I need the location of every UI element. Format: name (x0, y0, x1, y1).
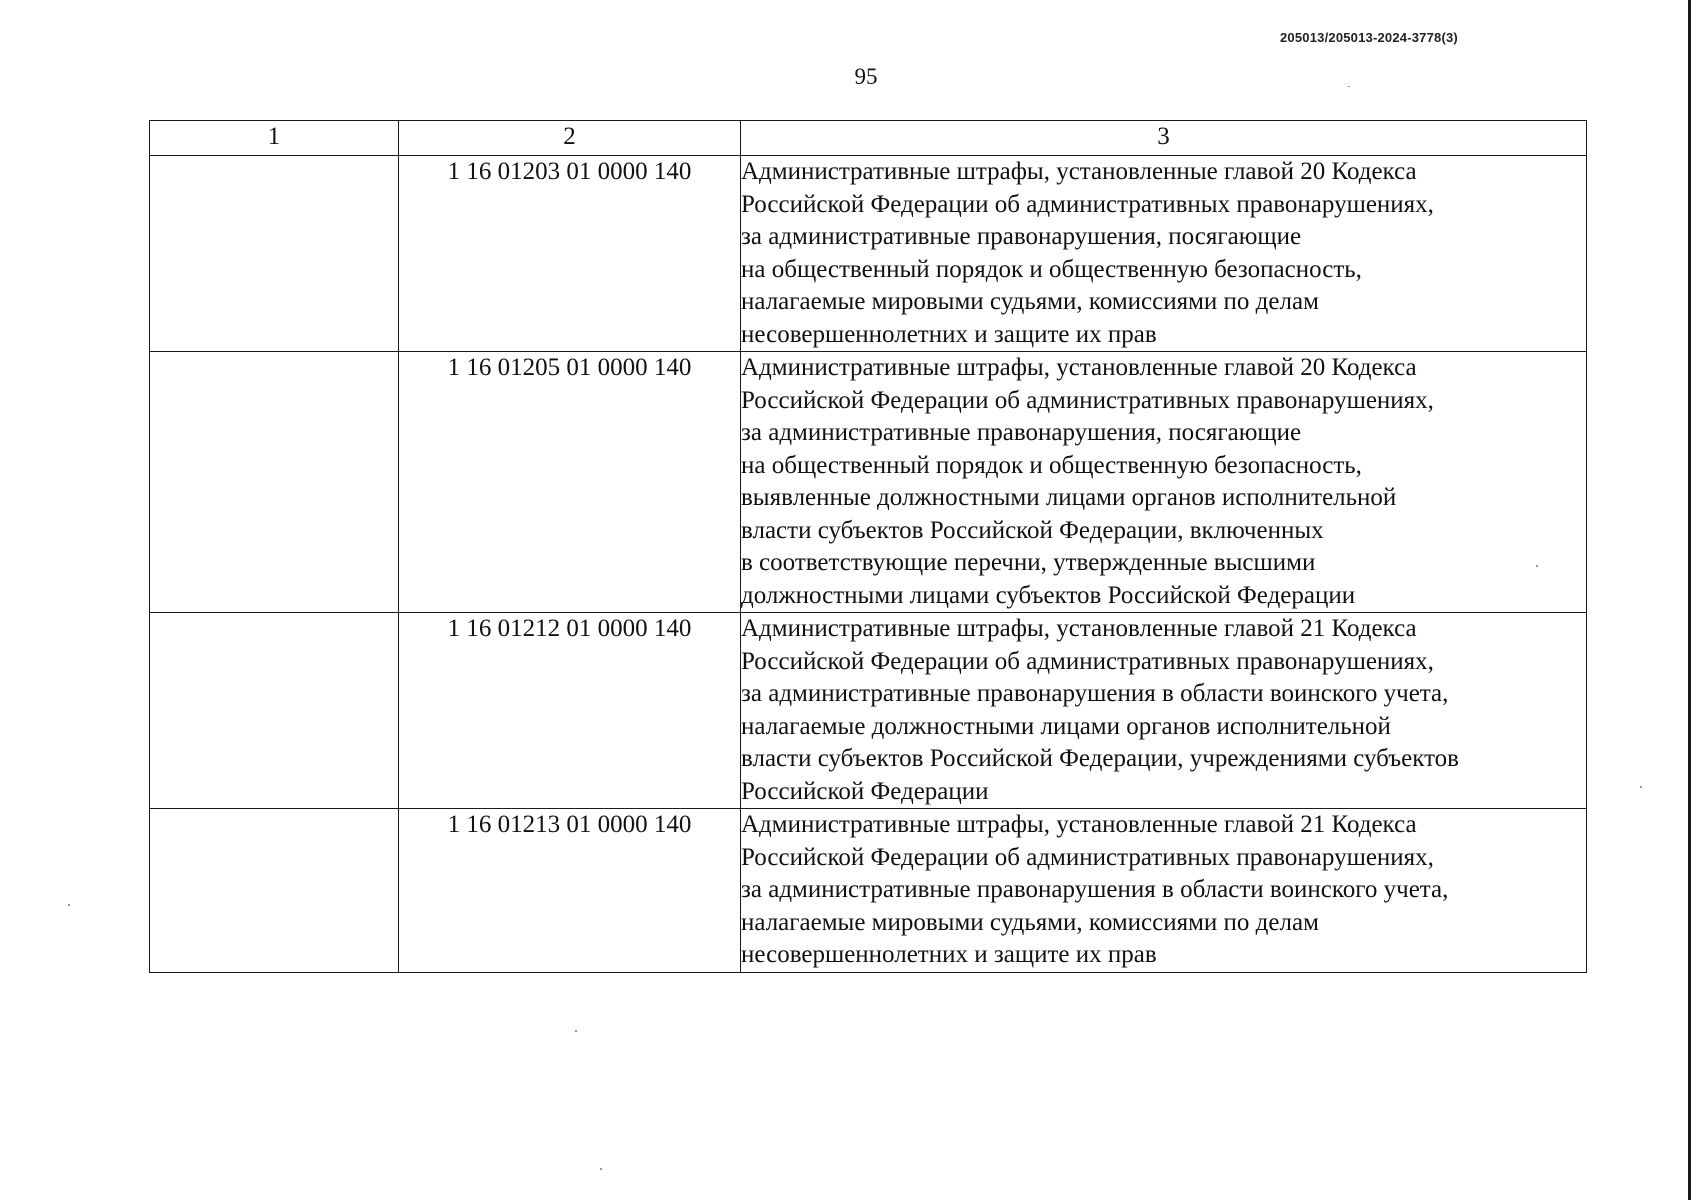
column-header: 2 (399, 121, 741, 156)
description-line: за административные правонарушения, посягающие (741, 419, 1302, 446)
scan-edge-line (1688, 0, 1691, 1200)
admin-code-cell (150, 613, 399, 809)
revenue-description (741, 352, 1587, 613)
description-line: за административные правонарушения в области воинского учета, (741, 876, 1449, 903)
description-line: за административные правонарушения в области воинского учета, (741, 680, 1449, 707)
revenue-codes-table (149, 120, 1587, 973)
scan-speck (575, 1030, 577, 1032)
column-header: 3 (741, 121, 1587, 156)
description-line: Российской Федерации (741, 777, 989, 805)
description-line: выявленные должностными лицами органов исполнительной (741, 484, 1397, 511)
scan-speck (68, 904, 70, 906)
admin-code-cell (150, 156, 399, 352)
table-row (150, 809, 1587, 973)
description-line: налагаемые должностными лицами органов исполнительной (741, 712, 1391, 740)
document-id: 205013/205013-2024-3778(3) (1280, 30, 1458, 45)
description-line: Российской Федерации об административных правонарушениях, (741, 190, 1434, 218)
description-line: на общественный порядок и общественную безопасность, (741, 451, 1362, 479)
description-line: в соответствующие перечни, утвержденные высшими (741, 549, 1316, 576)
description-line: налагаемые мировыми судьями, комиссиями по делам (741, 908, 1319, 936)
description-line: власти субъектов Российской Федерации, включенных (741, 516, 1324, 544)
description-line: несовершеннолетних и защите их прав (741, 941, 1157, 968)
description-line: Российской Федерации об административных правонарушениях, (741, 647, 1434, 675)
description-line: Российской Федерации об административных правонарушениях, (741, 386, 1434, 414)
description-line: Административные штрафы, установленные главой 21 Кодекса (741, 615, 1417, 642)
page-number: 95 (854, 64, 878, 89)
revenue-description (741, 809, 1587, 973)
description-line: Российской Федерации об административных правонарушениях, (741, 843, 1434, 871)
scan-speck (1640, 786, 1642, 788)
table-row (150, 156, 1587, 352)
description-line: налагаемые мировыми судьями, комиссиями по делам (741, 288, 1319, 315)
budget-classification-code: 1 16 01205 01 0000 140 (399, 352, 741, 613)
description-line: власти субъектов Российской Федерации, учреждениями субъектов (741, 745, 1459, 772)
budget-classification-code: 1 16 01213 01 0000 140 (399, 809, 741, 973)
description-line: несовершеннолетних и защите их прав (741, 320, 1157, 348)
budget-classification-code: 1 16 01212 01 0000 140 (399, 613, 741, 809)
table-body (150, 156, 1587, 973)
description-line: должностными лицами субъектов Российской Федерации (741, 581, 1356, 609)
scan-speck (1348, 86, 1350, 87)
description-line: Административные штрафы, установленные главой 21 Кодекса (741, 811, 1417, 838)
description-line: за административные правонарушения, посягающие (741, 223, 1302, 250)
admin-code-cell (150, 352, 399, 613)
table-header-row (150, 121, 1587, 156)
column-header: 1 (150, 121, 399, 156)
description-line: на общественный порядок и общественную безопасность, (741, 255, 1362, 283)
budget-classification-code: 1 16 01203 01 0000 140 (399, 156, 741, 352)
table-row (150, 352, 1587, 613)
admin-code-cell (150, 809, 399, 973)
description-line: Административные штрафы, установленные главой 20 Кодекса (741, 354, 1417, 381)
revenue-description (741, 613, 1587, 809)
description-line: Административные штрафы, установленные главой 20 Кодекса (741, 158, 1417, 185)
table-row (150, 613, 1587, 809)
revenue-description (741, 156, 1587, 352)
scan-speck (600, 1168, 602, 1170)
